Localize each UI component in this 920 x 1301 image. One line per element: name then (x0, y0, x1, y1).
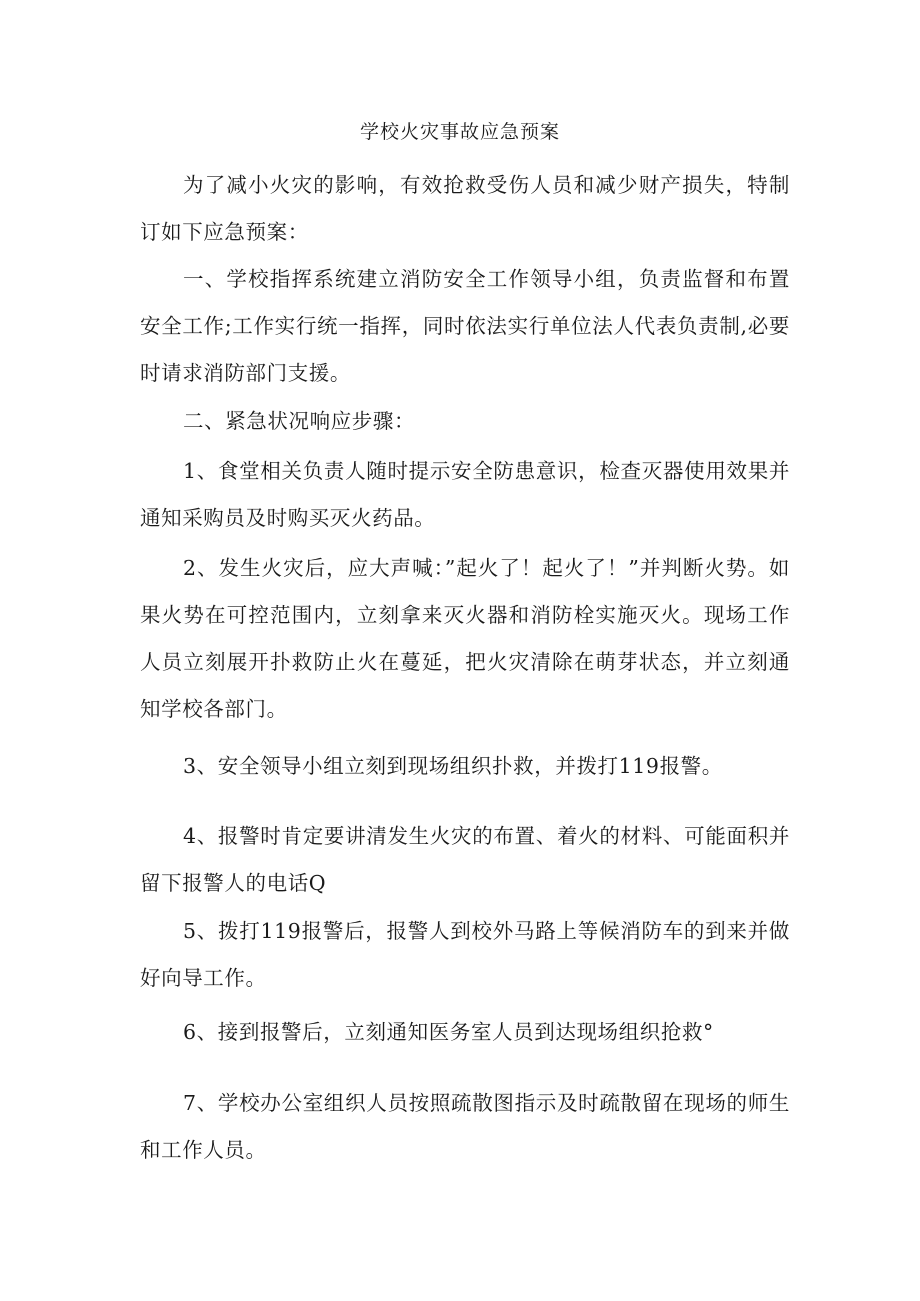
document-title: 学校火灾事故应急预案 (359, 121, 560, 143)
step-4-paragraph: 4、报警时肯定要讲清发生火灾的布置、着火的材料、可能面积并留下报警人的电话Q (140, 824, 790, 895)
intro-paragraph: 为了减小火灾的影响，有效抢救受伤人员和减少财产损失，特制订如下应急预案： (140, 173, 790, 244)
section-1-paragraph: 一、学校指挥系统建立消防安全工作领导小组，负责监督和布置安全工作;工作实行统一指挥，同时依法实行单位法人代表负责制,必要时请求消防部门支援。 (140, 267, 790, 385)
step-2-paragraph: 2、发生火灾后，应大声喊：”起火了！起火了！”并判断火势。如果火势在可控范围内，立刻拿来灭火器和消防栓实施灭火。现场工作人员立刻展开扑救防止火在蔓延，把火灾清除在萌芽状态，并立刻通知学校各部门。 (140, 556, 790, 721)
step-5-paragraph: 5、拨打119报警后，报警人到校外马路上等候消防车的到来并做好向导工作。 (140, 919, 790, 990)
step-1-paragraph: 1、食堂相关负责人随时提示安全防患意识，检查灭器使用效果并通知采购员及时购买灭火药品。 (140, 459, 790, 530)
step-3-paragraph: 3、安全领导小组立刻到现场组织扑救，并拨打119报警。 (183, 754, 723, 778)
section-2-heading: 二、紧急状况响应步骤： (183, 409, 416, 433)
step-6-paragraph: 6、接到报警后，立刻通知医务室人员到达现场组织抢救° (183, 1020, 714, 1044)
step-7-paragraph: 7、学校办公室组织人员按照疏散图指示及时疏散留在现场的师生和工作人员。 (140, 1091, 790, 1162)
